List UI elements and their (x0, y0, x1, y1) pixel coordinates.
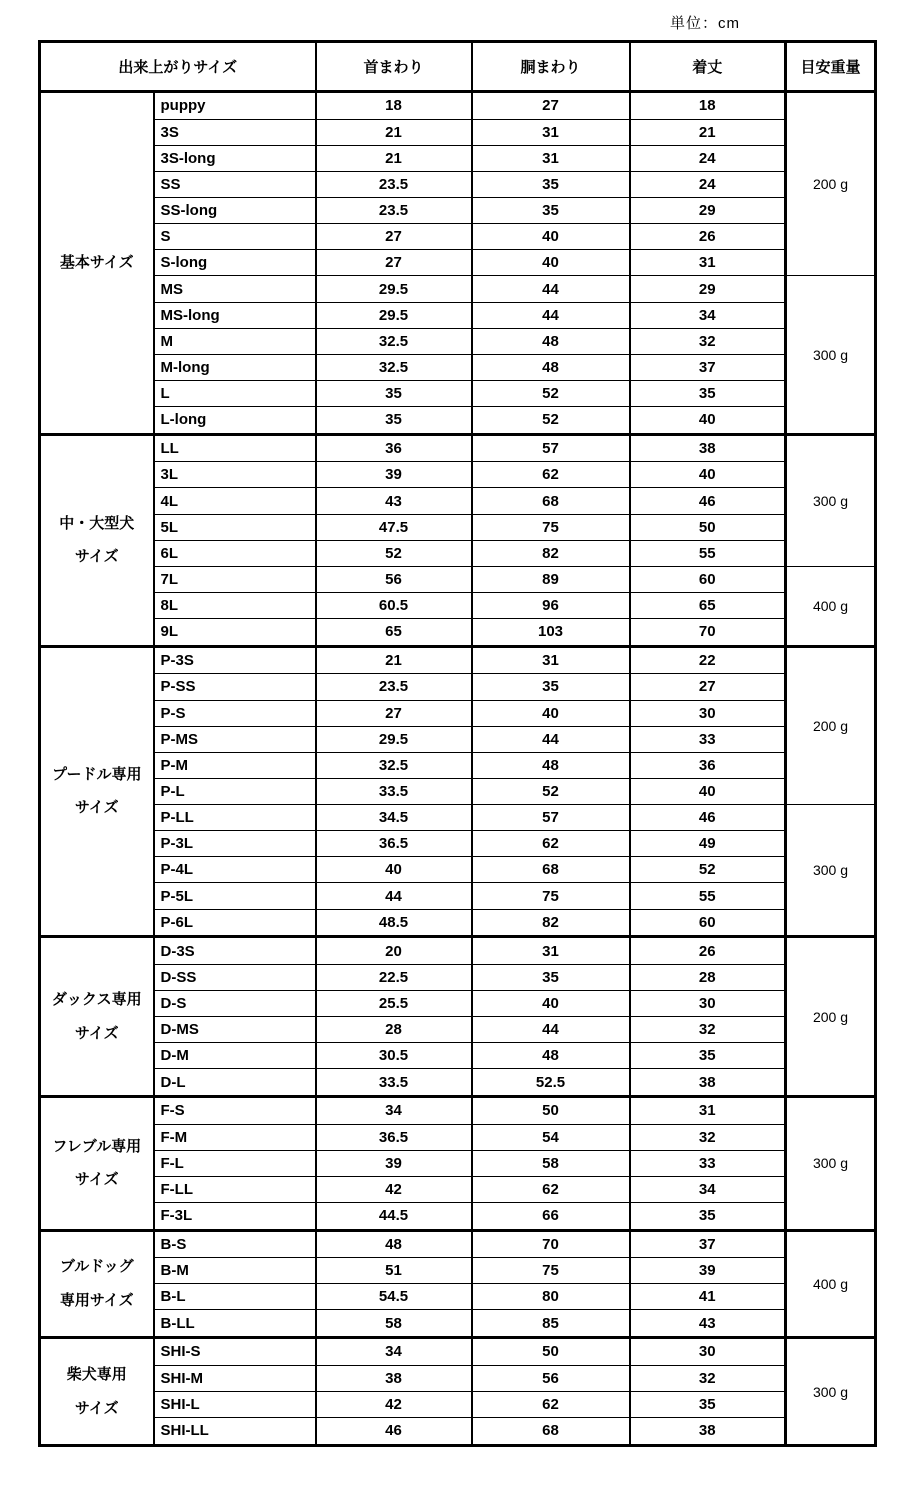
girth-value: 44 (472, 276, 630, 302)
girth-value: 85 (472, 1310, 630, 1338)
neck-value: 36.5 (316, 1124, 472, 1150)
length-value: 55 (630, 883, 786, 909)
weight-cell: 300 g (786, 805, 876, 937)
girth-value: 35 (472, 674, 630, 700)
category-label: ブルドッグ (59, 1258, 134, 1276)
category-label: サイズ (74, 1399, 119, 1417)
girth-value: 44 (472, 726, 630, 752)
neck-value: 39 (316, 1150, 472, 1176)
length-value: 40 (630, 778, 786, 804)
neck-value: 35 (316, 407, 472, 435)
table-row (40, 700, 876, 726)
table-row (40, 831, 876, 857)
size-cell: 4L (154, 488, 316, 514)
neck-value: 33.5 (316, 1069, 472, 1097)
length-value: 65 (630, 593, 786, 619)
girth-value: 82 (472, 909, 630, 937)
table-row (40, 145, 876, 171)
length-value: 38 (630, 1417, 786, 1445)
table-row (40, 92, 876, 120)
neck-value: 21 (316, 119, 472, 145)
neck-value: 47.5 (316, 514, 472, 540)
neck-value: 23.5 (316, 674, 472, 700)
neck-value: 35 (316, 381, 472, 407)
neck-value: 43 (316, 488, 472, 514)
size-cell: 7L (154, 566, 316, 592)
table-row (40, 514, 876, 540)
table-row (40, 1017, 876, 1043)
girth-value: 52 (472, 778, 630, 804)
girth-value: 62 (472, 1391, 630, 1417)
table-row (40, 593, 876, 619)
girth-value: 48 (472, 328, 630, 354)
girth-value: 52 (472, 407, 630, 435)
length-value: 50 (630, 514, 786, 540)
neck-value: 34 (316, 1338, 472, 1366)
length-value: 49 (630, 831, 786, 857)
size-cell: F-3L (154, 1202, 316, 1230)
length-value: 18 (630, 92, 786, 120)
size-cell: F-LL (154, 1176, 316, 1202)
length-value: 26 (630, 937, 786, 965)
table-row (40, 1230, 876, 1258)
table-row (40, 857, 876, 883)
size-cell: P-S (154, 700, 316, 726)
weight-cell: 200 g (786, 92, 876, 276)
neck-value: 39 (316, 462, 472, 488)
size-cell: P-M (154, 752, 316, 778)
table-row (40, 566, 876, 592)
neck-value: 29.5 (316, 302, 472, 328)
table-row (40, 354, 876, 380)
length-value: 36 (630, 752, 786, 778)
category-label: プードル専用 (51, 765, 142, 783)
table-row (40, 1365, 876, 1391)
header-row (40, 42, 876, 92)
length-value: 24 (630, 171, 786, 197)
girth-value: 40 (472, 250, 630, 276)
col-header-weight: 目安重量 (786, 42, 876, 92)
table-row (40, 1391, 876, 1417)
girth-value: 52.5 (472, 1069, 630, 1097)
col-header-neck: 首まわり (316, 42, 472, 92)
length-value: 32 (630, 1365, 786, 1391)
size-cell: S-long (154, 250, 316, 276)
girth-value: 57 (472, 805, 630, 831)
size-cell: 6L (154, 540, 316, 566)
size-cell: SS (154, 171, 316, 197)
length-value: 29 (630, 276, 786, 302)
girth-value: 31 (472, 646, 630, 674)
girth-value: 48 (472, 354, 630, 380)
table-row (40, 119, 876, 145)
table-row (40, 540, 876, 566)
size-cell: SS-long (154, 198, 316, 224)
length-value: 46 (630, 488, 786, 514)
table-row (40, 250, 876, 276)
girth-value: 40 (472, 990, 630, 1016)
size-cell: M-long (154, 354, 316, 380)
size-cell: D-S (154, 990, 316, 1016)
size-cell: D-M (154, 1043, 316, 1069)
neck-value: 29.5 (316, 726, 472, 752)
size-cell: F-S (154, 1096, 316, 1124)
category-label: 基本サイズ (59, 253, 134, 271)
table-row (40, 462, 876, 488)
length-value: 31 (630, 250, 786, 276)
length-value: 37 (630, 1230, 786, 1258)
size-cell: P-LL (154, 805, 316, 831)
size-cell: P-3S (154, 646, 316, 674)
girth-value: 48 (472, 752, 630, 778)
category-cell (40, 92, 154, 435)
neck-value: 51 (316, 1258, 472, 1284)
table-row (40, 674, 876, 700)
neck-value: 32.5 (316, 328, 472, 354)
neck-value: 54.5 (316, 1284, 472, 1310)
weight-cell: 200 g (786, 937, 876, 1097)
category-label: サイズ (74, 548, 119, 566)
length-value: 35 (630, 1202, 786, 1230)
table-row (40, 434, 876, 462)
size-cell: 3S-long (154, 145, 316, 171)
girth-value: 48 (472, 1043, 630, 1069)
neck-value: 48 (316, 1230, 472, 1258)
neck-value: 27 (316, 700, 472, 726)
table-row (40, 224, 876, 250)
length-value: 29 (630, 198, 786, 224)
neck-value: 23.5 (316, 171, 472, 197)
table-row (40, 1096, 876, 1124)
table-row (40, 937, 876, 965)
table-row (40, 198, 876, 224)
length-value: 52 (630, 857, 786, 883)
size-cell: P-4L (154, 857, 316, 883)
length-value: 27 (630, 674, 786, 700)
size-cell: P-3L (154, 831, 316, 857)
girth-value: 68 (472, 1417, 630, 1445)
category-cell (40, 937, 154, 1097)
size-cell: P-MS (154, 726, 316, 752)
girth-value: 68 (472, 857, 630, 883)
length-value: 37 (630, 354, 786, 380)
neck-value: 28 (316, 1017, 472, 1043)
size-cell: B-LL (154, 1310, 316, 1338)
size-table-body (40, 92, 876, 1446)
table-row (40, 883, 876, 909)
girth-value: 75 (472, 514, 630, 540)
neck-value: 44 (316, 883, 472, 909)
size-cell: 5L (154, 514, 316, 540)
length-value: 35 (630, 1043, 786, 1069)
girth-value: 50 (472, 1338, 630, 1366)
table-row (40, 619, 876, 647)
size-cell: 3L (154, 462, 316, 488)
girth-value: 57 (472, 434, 630, 462)
table-row (40, 646, 876, 674)
girth-value: 35 (472, 198, 630, 224)
neck-value: 21 (316, 145, 472, 171)
neck-value: 60.5 (316, 593, 472, 619)
neck-value: 56 (316, 566, 472, 592)
girth-value: 82 (472, 540, 630, 566)
size-cell: B-L (154, 1284, 316, 1310)
length-value: 33 (630, 1150, 786, 1176)
length-value: 34 (630, 302, 786, 328)
neck-value: 30.5 (316, 1043, 472, 1069)
neck-value: 36 (316, 434, 472, 462)
size-cell: SHI-L (154, 1391, 316, 1417)
weight-cell: 200 g (786, 646, 876, 804)
neck-value: 34.5 (316, 805, 472, 831)
category-cell (40, 646, 154, 936)
size-cell: L (154, 381, 316, 407)
neck-value: 44.5 (316, 1202, 472, 1230)
category-label: サイズ (74, 1024, 119, 1042)
table-row (40, 1176, 876, 1202)
col-header-girth: 胴まわり (472, 42, 630, 92)
size-cell: M (154, 328, 316, 354)
girth-value: 62 (472, 1176, 630, 1202)
size-chart-table (38, 40, 877, 1447)
table-row (40, 752, 876, 778)
girth-value: 66 (472, 1202, 630, 1230)
size-cell: P-SS (154, 674, 316, 700)
size-cell: D-L (154, 1069, 316, 1097)
girth-value: 68 (472, 488, 630, 514)
neck-value: 42 (316, 1391, 472, 1417)
category-cell (40, 1230, 154, 1337)
neck-value: 38 (316, 1365, 472, 1391)
size-cell: F-L (154, 1150, 316, 1176)
neck-value: 27 (316, 250, 472, 276)
length-value: 30 (630, 1338, 786, 1366)
table-row (40, 1202, 876, 1230)
category-label: サイズ (74, 799, 119, 817)
girth-value: 80 (472, 1284, 630, 1310)
table-row (40, 381, 876, 407)
table-header (40, 42, 876, 92)
size-cell: 8L (154, 593, 316, 619)
weight-cell: 300 g (786, 434, 876, 566)
category-label: 専用サイズ (59, 1291, 134, 1309)
length-value: 46 (630, 805, 786, 831)
table-row (40, 805, 876, 831)
girth-value: 58 (472, 1150, 630, 1176)
length-value: 40 (630, 407, 786, 435)
neck-value: 58 (316, 1310, 472, 1338)
girth-value: 54 (472, 1124, 630, 1150)
length-value: 30 (630, 990, 786, 1016)
size-cell: LL (154, 434, 316, 462)
length-value: 60 (630, 566, 786, 592)
size-cell: F-M (154, 1124, 316, 1150)
length-value: 43 (630, 1310, 786, 1338)
table-row (40, 1338, 876, 1366)
size-cell: SHI-LL (154, 1417, 316, 1445)
weight-cell: 400 g (786, 566, 876, 646)
length-value: 28 (630, 964, 786, 990)
girth-value: 50 (472, 1096, 630, 1124)
length-value: 60 (630, 909, 786, 937)
size-cell: MS-long (154, 302, 316, 328)
neck-value: 34 (316, 1096, 472, 1124)
neck-value: 33.5 (316, 778, 472, 804)
category-cell (40, 434, 154, 646)
size-cell: P-5L (154, 883, 316, 909)
neck-value: 65 (316, 619, 472, 647)
table-row (40, 488, 876, 514)
category-cell (40, 1096, 154, 1230)
neck-value: 36.5 (316, 831, 472, 857)
length-value: 39 (630, 1258, 786, 1284)
girth-value: 31 (472, 119, 630, 145)
length-value: 22 (630, 646, 786, 674)
girth-value: 44 (472, 302, 630, 328)
size-cell: D-SS (154, 964, 316, 990)
length-value: 24 (630, 145, 786, 171)
girth-value: 62 (472, 462, 630, 488)
weight-cell: 300 g (786, 276, 876, 434)
category-label: フレブル専用 (52, 1137, 142, 1155)
size-cell: MS (154, 276, 316, 302)
length-value: 26 (630, 224, 786, 250)
size-cell: S (154, 224, 316, 250)
girth-value: 44 (472, 1017, 630, 1043)
neck-value: 32.5 (316, 354, 472, 380)
length-value: 70 (630, 619, 786, 647)
table-row (40, 726, 876, 752)
neck-value: 21 (316, 646, 472, 674)
girth-value: 56 (472, 1365, 630, 1391)
weight-cell: 300 g (786, 1096, 876, 1230)
girth-value: 70 (472, 1230, 630, 1258)
table-row (40, 328, 876, 354)
size-cell: 9L (154, 619, 316, 647)
table-row (40, 1310, 876, 1338)
neck-value: 25.5 (316, 990, 472, 1016)
girth-value: 62 (472, 831, 630, 857)
size-cell: P-L (154, 778, 316, 804)
table-row (40, 407, 876, 435)
neck-value: 32.5 (316, 752, 472, 778)
girth-value: 52 (472, 381, 630, 407)
length-value: 30 (630, 700, 786, 726)
size-cell: B-S (154, 1230, 316, 1258)
length-value: 41 (630, 1284, 786, 1310)
length-value: 32 (630, 1017, 786, 1043)
length-value: 34 (630, 1176, 786, 1202)
girth-value: 40 (472, 700, 630, 726)
size-cell: SHI-M (154, 1365, 316, 1391)
neck-value: 42 (316, 1176, 472, 1202)
size-cell: D-3S (154, 937, 316, 965)
girth-value: 75 (472, 1258, 630, 1284)
neck-value: 20 (316, 937, 472, 965)
size-cell: 3S (154, 119, 316, 145)
neck-value: 22.5 (316, 964, 472, 990)
table-row (40, 990, 876, 1016)
girth-value: 89 (472, 566, 630, 592)
neck-value: 23.5 (316, 198, 472, 224)
girth-value: 75 (472, 883, 630, 909)
size-cell: SHI-S (154, 1338, 316, 1366)
category-label: サイズ (74, 1171, 119, 1189)
category-label: 柴犬専用 (66, 1365, 127, 1383)
unit-label: 単位：cm (670, 15, 740, 32)
table-row (40, 171, 876, 197)
length-value: 33 (630, 726, 786, 752)
col-header-finished-size: 出来上がりサイズ (40, 42, 316, 92)
neck-value: 40 (316, 857, 472, 883)
category-label: 中・大型犬 (59, 514, 135, 532)
category-label: ダックス専用 (51, 990, 142, 1008)
table-row (40, 909, 876, 937)
category-cell (40, 1338, 154, 1446)
table-row (40, 1284, 876, 1310)
table-row (40, 1417, 876, 1445)
girth-value: 27 (472, 92, 630, 120)
length-value: 38 (630, 1069, 786, 1097)
girth-value: 35 (472, 171, 630, 197)
col-header-length: 着丈 (630, 42, 786, 92)
table-row (40, 1124, 876, 1150)
girth-value: 96 (472, 593, 630, 619)
table-row (40, 1043, 876, 1069)
size-cell: L-long (154, 407, 316, 435)
neck-value: 18 (316, 92, 472, 120)
table-row (40, 302, 876, 328)
weight-cell: 400 g (786, 1230, 876, 1337)
neck-value: 52 (316, 540, 472, 566)
girth-value: 40 (472, 224, 630, 250)
length-value: 38 (630, 434, 786, 462)
table-row (40, 778, 876, 804)
size-cell: B-M (154, 1258, 316, 1284)
girth-value: 31 (472, 145, 630, 171)
table-row (40, 1258, 876, 1284)
table-row (40, 1150, 876, 1176)
length-value: 55 (630, 540, 786, 566)
girth-value: 31 (472, 937, 630, 965)
girth-value: 35 (472, 964, 630, 990)
length-value: 35 (630, 1391, 786, 1417)
length-value: 32 (630, 328, 786, 354)
neck-value: 48.5 (316, 909, 472, 937)
length-value: 40 (630, 462, 786, 488)
table-row (40, 1069, 876, 1097)
neck-value: 29.5 (316, 276, 472, 302)
length-value: 32 (630, 1124, 786, 1150)
size-cell: D-MS (154, 1017, 316, 1043)
size-cell: puppy (154, 92, 316, 120)
table-row (40, 276, 876, 302)
weight-cell: 300 g (786, 1338, 876, 1446)
table-row (40, 964, 876, 990)
length-value: 21 (630, 119, 786, 145)
size-cell: P-6L (154, 909, 316, 937)
length-value: 35 (630, 381, 786, 407)
girth-value: 103 (472, 619, 630, 647)
length-value: 31 (630, 1096, 786, 1124)
neck-value: 27 (316, 224, 472, 250)
neck-value: 46 (316, 1417, 472, 1445)
